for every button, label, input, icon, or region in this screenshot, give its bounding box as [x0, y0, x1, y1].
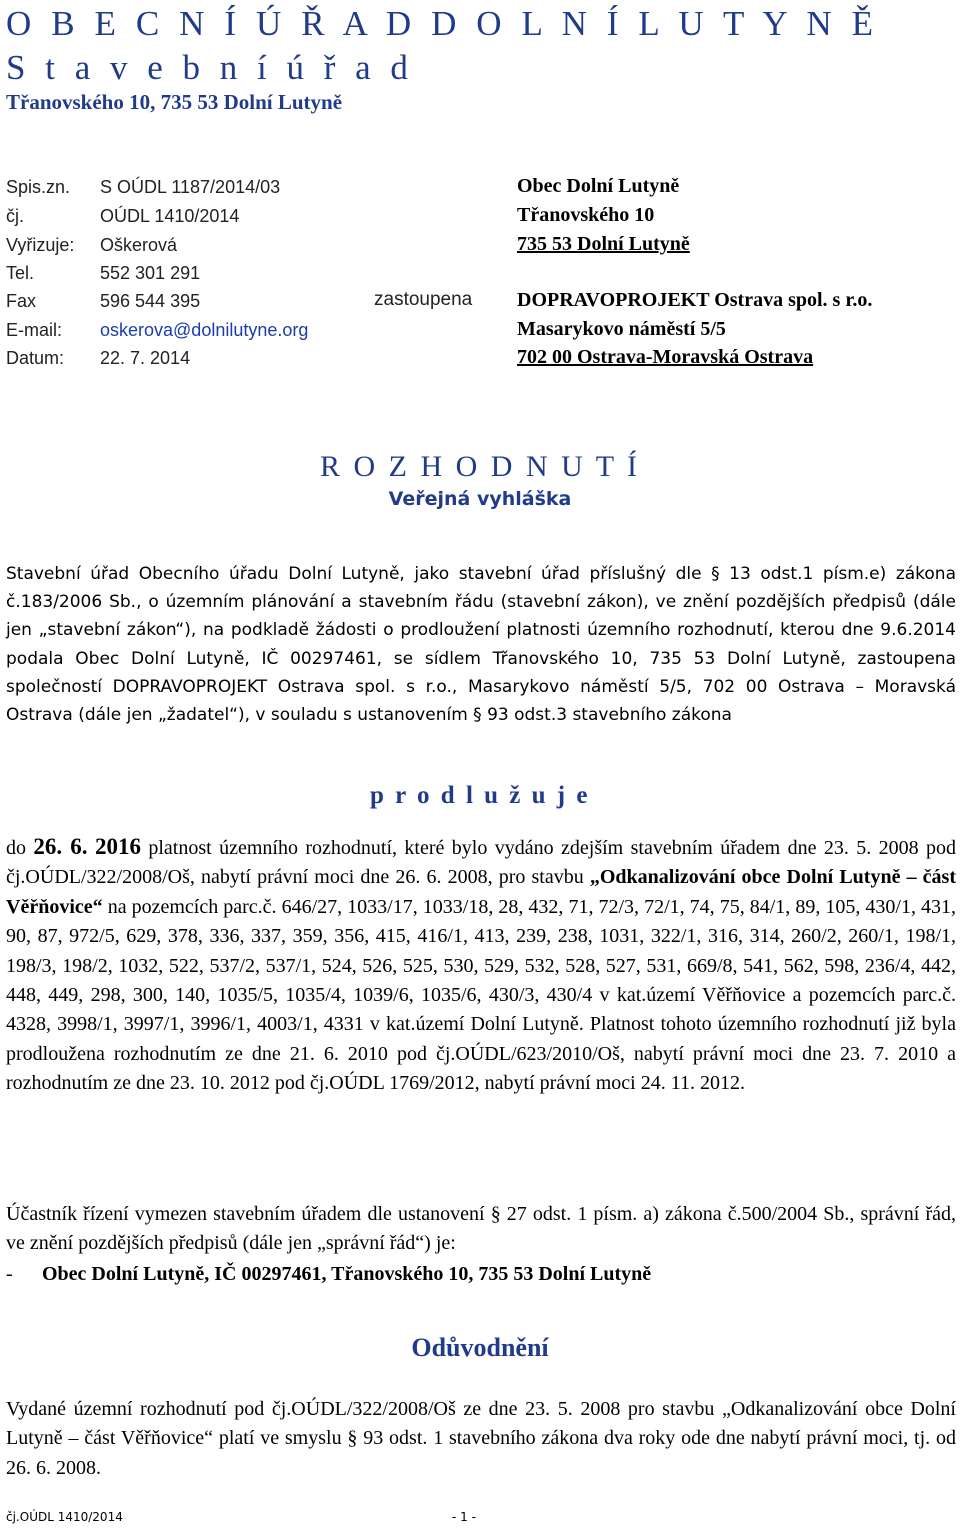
- office-address: Třanovského 10, 735 53 Dolní Lutyně: [6, 90, 343, 114]
- fax-label: Fax: [6, 291, 37, 311]
- decision-title: R O Z H O D N U T Í: [319, 450, 641, 483]
- datum-value: 22. 7. 2014: [100, 348, 191, 368]
- tel-value: 552 301 291: [100, 263, 201, 283]
- participant-item: Obec Dolní Lutyně, IČ 00297461, Třanovského 10, 735 53 Dolní Lutyně: [42, 1263, 652, 1285]
- tel-label: Tel.: [6, 263, 35, 283]
- representative-line1: DOPRAVOPROJEKT Ostrava spol. s r.o.: [517, 289, 873, 311]
- representative-line3: 702 00 Ostrava-Moravská Ostrava: [517, 346, 814, 368]
- page-number: - 1 -: [452, 1510, 476, 1524]
- cj-value: OÚDL 1410/2014: [100, 206, 240, 226]
- cj-label: čj.: [6, 206, 24, 226]
- zastoupena-label: zastoupena: [374, 289, 473, 310]
- decision-verb: p r o d l u ž u j e: [370, 782, 590, 809]
- recipient-line1: Obec Dolní Lutyně: [517, 175, 680, 197]
- fax-value: 596 544 395: [100, 291, 201, 311]
- do-word: do: [6, 837, 26, 859]
- reasoning-heading: Odůvodnění: [411, 1333, 549, 1362]
- deadline-date: 26. 6.: [33, 834, 88, 859]
- representative-line2: Masarykovo náměstí 5/5: [517, 318, 726, 340]
- participant-paragraph: Účastník řízení vymezen stavebním úřadem dle ustanovení § 27 odst. 1 písm. a) zákona č.500/2004 Sb., správní řád, ve znění pozdějších předpisů (dále jen „správní řád“) je:: [6, 1203, 956, 1255]
- intro-paragraph: Stavební úřad Obecního úřadu Dolní Lutyně, jako stavební úřad příslušný dle § 13 odst.1 písm.e) zákona č.183/2006 Sb., o územním plánování a stavebním řádu (stavební zákon), ve znění pozdějších předpisů (dále jen „stavební zákon“), na podkladě žádosti o prodloužení platnosti územního rozhodnutí, kterou dne 9.6.2014 podala Obec Dolní Lutyně, IČ 00297461, se sídlem Třanovského 10, 735 53 Dolní Lutyně, zastoupena společností DOPRAVOPROJEKT Ostrava spol. s r.o., Masarykovo náměstí 5/5, 702 00 Ostrava – Moravská Ostrava (dále jen „žadatel“), v souladu s ustanovením § 93 odst.3 stavebního zákona: [6, 564, 956, 726]
- office-name: O B E C N Í Ú Ř A D D O L N Í L U T Y N Ě: [6, 4, 879, 43]
- deadline-year: 2016: [94, 834, 141, 859]
- spis-value: S OÚDL 1187/2014/03: [100, 177, 281, 197]
- department-name: S t a v e b n í ú ř a d: [6, 48, 414, 87]
- recipient-line2: Třanovského 10: [517, 204, 655, 226]
- email-label: E-mail:: [6, 320, 63, 340]
- datum-label: Datum:: [6, 348, 65, 368]
- email-link[interactable]: oskerova@dolnilutyne.org: [100, 320, 309, 340]
- footer-reference: čj.OÚDL 1410/2014: [6, 1510, 123, 1524]
- spis-label: Spis.zn.: [6, 177, 71, 197]
- participant-dash: -: [6, 1263, 13, 1285]
- project-name: „Odkanalizování obce Dolní Lutyně – část Věřňovice“: [6, 866, 956, 918]
- vyrizuje-label: Vyřizuje:: [6, 235, 75, 255]
- reasoning-paragraph: Vydané územní rozhodnutí pod čj.OÚDL/322/2008/Oš ze dne 23. 5. 2008 pro stavbu „Odkanalizování obce Dolní Lutyně – část Věřňovice“ platí ve smyslu § 93 odst. 1 stavebního zákona dva roky ode dne nabytí právní moci, tj. od 26. 6. 2008.: [6, 1398, 956, 1479]
- decision-text-1: platnost územního rozhodnutí, které bylo vydáno zdejším stavebním úřadem dne 23. 5. 2008 pod čj.OÚDL/322/2008/Oš, nabytí právní moci dne 26. 6. 2008, pro stavbu: [6, 837, 957, 889]
- public-notice-subtitle: Veřejná vyhláška: [388, 488, 572, 510]
- decision-paragraph: [6, 832, 956, 1099]
- decision-text-2: na pozemcích parc.č. 646/27, 1033/17, 1033/18, 28, 432, 71, 72/3, 72/1, 74, 75, 84/1, 89, 105, 430/1, 431, 90, 87, 972/5, 629, 378, 336, 337, 359, 356, 415, 416/1, 413, 239, 238, 1031, 322/1, 316, 314, 260/2, 260/1, 198/1, 198/3, 198/2, 1032, 522, 537/2, 537/1, 524, 526, 525, 530, 529, 532, 528, 527, 531, 669/8, 541, 562, 598, 236/4, 442, 448, 449, 298, 300, 140, 1035/5, 1035/4, 1039/6, 1035/6, 430/3, 430/4 v kat.území Věřňovice a pozemcích parc.č. 4328, 3998/1, 3997/1, 3996/1, 4003/1, 4331 v kat.území Dolní Lutyně. Platnost tohoto územního rozhodnutí již byla prodloužena rozhodnutím ze dne 21. 6. 2010 pod čj.OÚDL/623/2010/Oš, nabytí právní moci dne 23. 7. 2010 a rozhodnutím ze dne 23. 10. 2012 pod čj.OÚDL 1769/2012, nabytí právní moci 24. 11. 2012.: [6, 895, 957, 1095]
- recipient-line3: 735 53 Dolní Lutyně: [517, 233, 690, 255]
- vyrizuje-value: Oškerová: [100, 235, 178, 255]
